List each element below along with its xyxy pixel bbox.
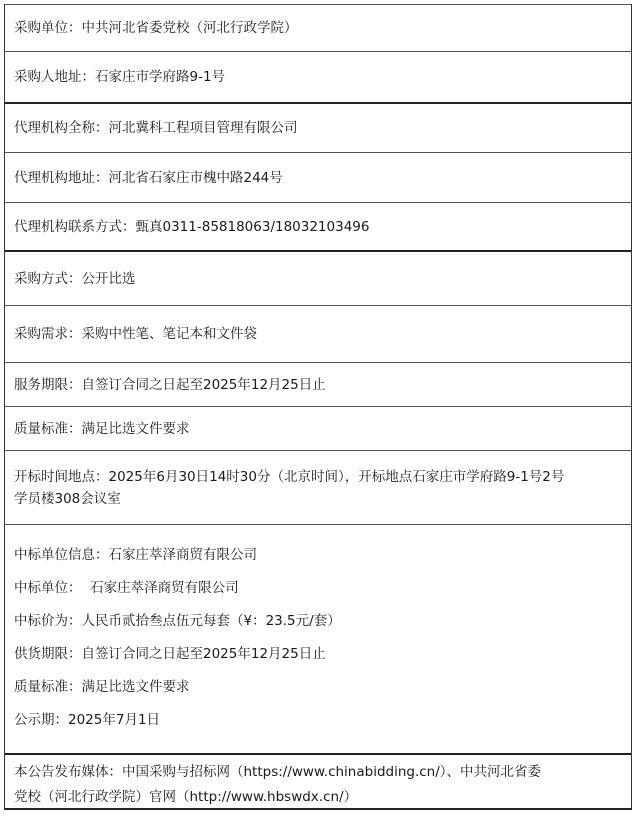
agency-address-text: 代理机构地址：河北省石家庄市槐中路244号 xyxy=(14,169,283,186)
winner-text: 中标单位： 石家庄萃泽商贸有限公司 xyxy=(14,580,239,596)
award-quality-text: 质量标准：满足比选文件要求 xyxy=(14,679,190,695)
award-info-row xyxy=(5,524,631,753)
bid-opening-text-line1: 开标时间地点：2025年6月30日14时30分（北京时间），开标地点石家庄市学府路9-1号2号 xyxy=(14,469,565,485)
media-row xyxy=(5,753,631,810)
service-period-row xyxy=(5,362,631,406)
media-text-line2: 党校（河北行政学院）官网（http://www.hbswdx.cn/） xyxy=(14,789,358,805)
agency-address-row xyxy=(5,152,631,202)
quality-standard-text: 质量标准：满足比选文件要求 xyxy=(14,420,190,437)
publicity-period-text: 公示期：2025年7月1日 xyxy=(14,712,161,728)
agency-name-text: 代理机构全称：河北冀科工程项目管理有限公司 xyxy=(14,120,298,136)
procurement-demand-text: 采购需求：采购中性笔、笔记本和文件袋 xyxy=(14,326,257,342)
purchaser-row xyxy=(5,4,631,51)
bid-opening-row xyxy=(5,450,631,524)
supply-period-text: 供货期限：自签订合同之日起至2025年12月25日止 xyxy=(14,646,326,662)
purchaser-address-row xyxy=(5,51,631,102)
agency-name-row xyxy=(5,102,631,152)
procurement-method-row xyxy=(5,250,631,305)
agency-contact-text: 代理机构联系方式：甄真0311-85818063/18032103496 xyxy=(14,218,370,235)
announcement-table xyxy=(4,4,632,810)
purchaser-address-text: 采购人地址：石家庄市学府路9-1号 xyxy=(14,69,226,85)
bid-opening-text-line2: 学员楼308会议室 xyxy=(14,491,121,507)
purchaser-text: 采购单位：中共河北省委党校（河北行政学院） xyxy=(14,20,298,36)
quality-standard-row xyxy=(5,406,631,450)
service-period-text: 服务期限：自签订合同之日起至2025年12月25日止 xyxy=(14,376,326,393)
agency-contact-row xyxy=(5,202,631,250)
award-price-text: 中标价为：人民币贰拾叁点伍元每套（¥：23.5元/套） xyxy=(14,613,341,629)
winner-info-text: 中标单位信息：石家庄萃泽商贸有限公司 xyxy=(14,547,257,563)
procurement-demand-row xyxy=(5,305,631,362)
procurement-method-text: 采购方式：公开比选 xyxy=(14,270,136,287)
media-text-line1: 本公告发布媒体：中国采购与招标网（https://www.chinabidding.cn/）、中共河北省委 xyxy=(14,764,542,780)
